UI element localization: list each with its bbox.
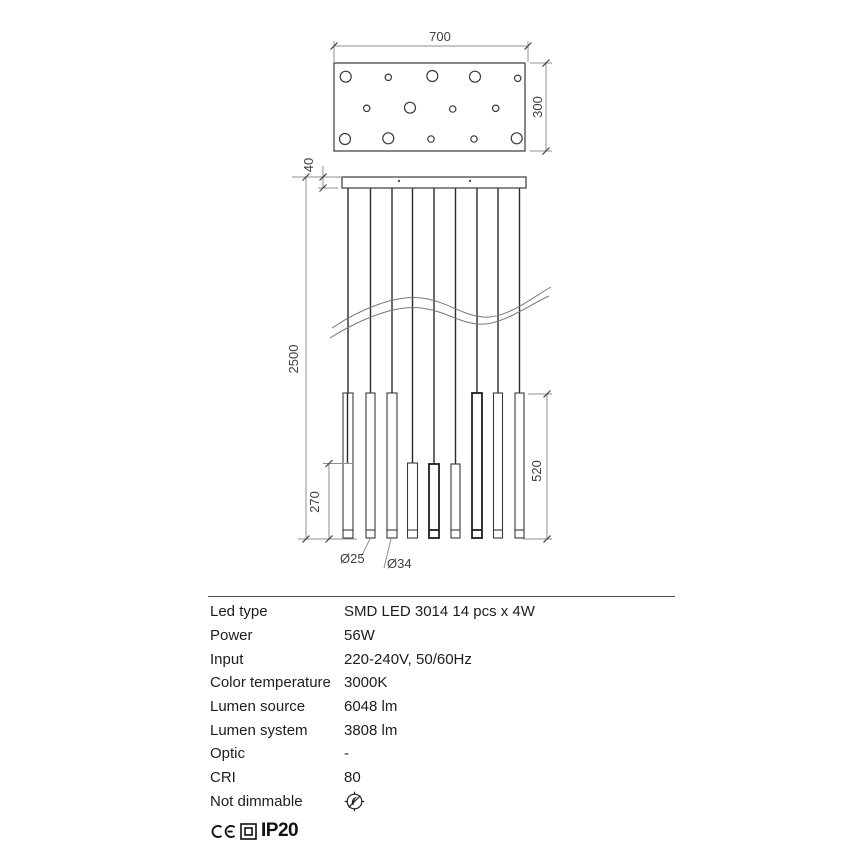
spec-table <box>210 600 680 813</box>
dim-700-label: 700 <box>429 29 451 44</box>
pendant-tube <box>515 393 524 538</box>
spec-value: SMD LED 3014 14 pcs x 4W <box>344 603 535 621</box>
spec-value: 3000K <box>344 674 388 692</box>
ip-rating-label: IP20 <box>261 820 299 841</box>
ce-mark-icon <box>210 823 237 840</box>
canopy-screw <box>469 180 471 182</box>
ceiling-plate-top-view <box>334 63 525 151</box>
dim-diameter-25-label: Ø25 <box>340 551 365 566</box>
canopy-side-view <box>342 177 526 188</box>
spec-value: 56W <box>344 627 375 645</box>
spec-row-lumen-system <box>210 718 680 742</box>
spec-label: Led type <box>210 603 268 621</box>
pendant-tube <box>494 393 503 538</box>
spec-row-not-dimmable <box>210 790 680 814</box>
spec-row-led-type <box>210 600 680 624</box>
spec-label: CRI <box>210 769 236 787</box>
spec-value <box>344 791 680 812</box>
dim-300-label: 300 <box>530 96 545 118</box>
spec-label: Optic <box>210 745 246 763</box>
spec-row-input <box>210 647 680 671</box>
pendant-tube <box>451 464 460 538</box>
dimension-300 <box>530 60 552 155</box>
spec-value: 3808 lm <box>344 721 398 739</box>
spec-value: 220-240V, 50/60Hz <box>344 650 472 668</box>
spec-value: - <box>344 745 349 763</box>
spec-row-color-temperature <box>210 671 680 695</box>
not-dimmable-icon <box>344 791 365 812</box>
dim-40-label: 40 <box>301 157 316 173</box>
spec-table-rule <box>208 596 675 597</box>
spec-label: Input <box>210 650 244 668</box>
class-ii-insulation-icon <box>240 823 257 840</box>
spec-row-lumen-source <box>210 695 680 719</box>
dimension-700 <box>331 29 532 62</box>
dimension-40 <box>292 158 342 192</box>
spec-label: Lumen source <box>210 698 306 716</box>
spec-row-power <box>210 624 680 648</box>
dim-270-label: 270 <box>307 491 322 513</box>
pendant-tube <box>472 393 482 538</box>
spec-label: Power <box>210 627 253 645</box>
pendant-tube <box>387 393 397 538</box>
diameter-callouts <box>340 539 412 571</box>
certification-marks <box>210 820 298 842</box>
spec-label: Lumen system <box>210 721 308 739</box>
spec-label: Color temperature <box>210 674 331 692</box>
dim-diameter-34-label: Ø34 <box>387 556 412 571</box>
dim-2500-label: 2500 <box>286 344 301 374</box>
pendant-tube <box>408 463 418 538</box>
pendant-tube <box>429 464 439 538</box>
spec-row-optic <box>210 742 680 766</box>
spec-row-cri <box>210 766 680 790</box>
dim-520-label: 520 <box>529 460 544 482</box>
spec-value: 80 <box>344 769 361 787</box>
pendant-tube <box>366 393 375 538</box>
spec-value: 6048 lm <box>344 698 398 716</box>
spec-label: Not dimmable <box>210 792 303 810</box>
canopy-screw <box>398 180 400 182</box>
dimension-520 <box>523 391 552 543</box>
wave-accent <box>330 287 551 338</box>
